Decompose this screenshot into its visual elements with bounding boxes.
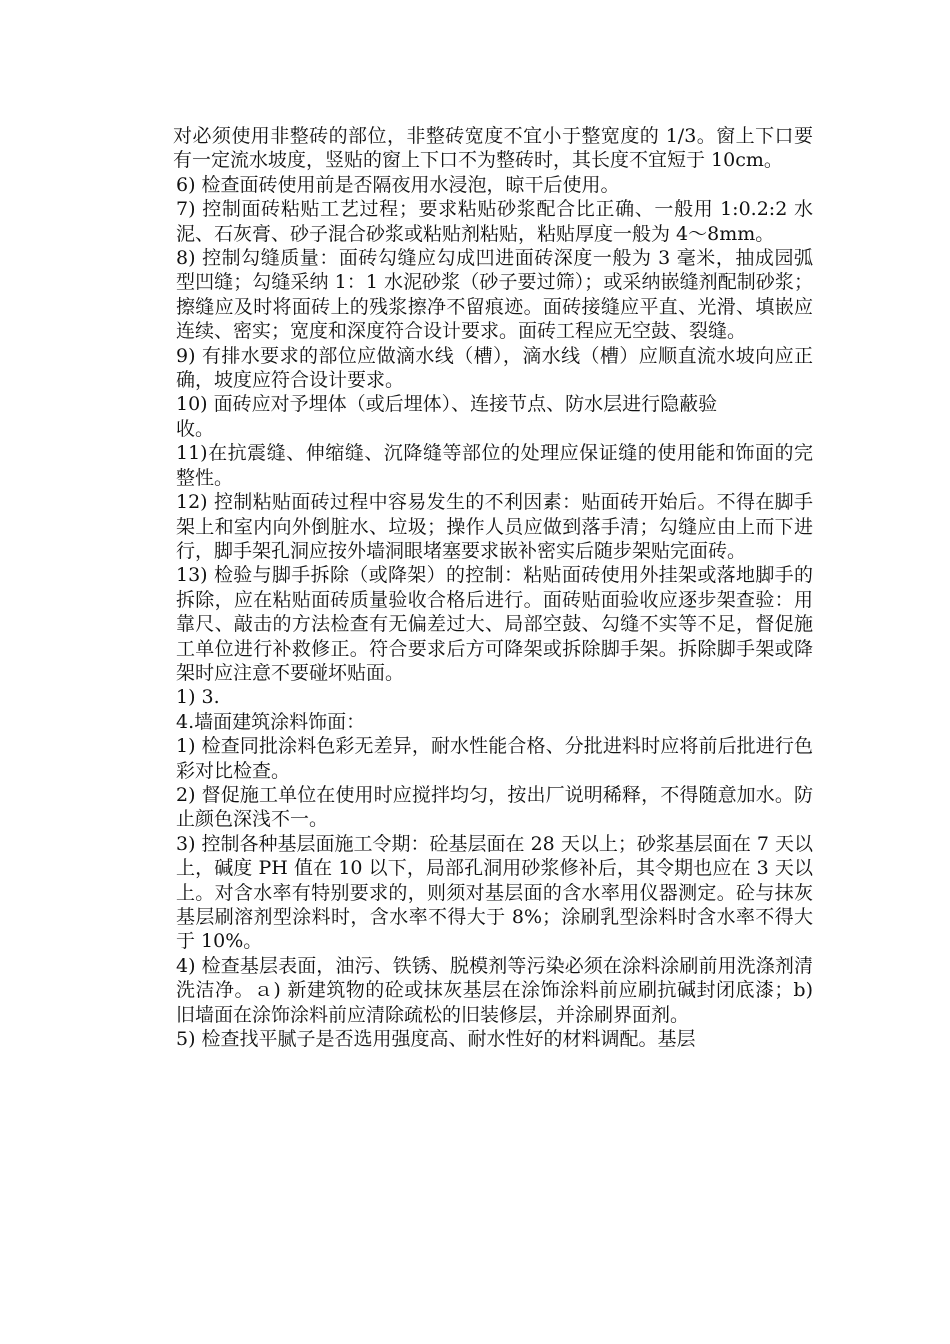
list-item: 2) 督促施工单位在使用时应搅拌均匀，按出厂说明稀释，不得随意加水。防止颜色深浅不一。 [176,783,813,831]
list-item: 13) 检验与脚手拆除（或降架）的控制：粘贴面砖使用外挂架或落地脚手的拆除，应在粘贴面砖质量验收合格后进行。面砖贴面验收应逐步架查验：用靠尺、敲击的方法检查有无偏差过大、局部空鼓、勾缝不实等不足，督促施工单位进行补救修正。符合要求后方可降架或拆除脚手架。拆除脚手架或降架时应注意不要碰坏贴面。 [176,564,813,684]
section-heading: 4.墙面建筑涂料饰面： [176,710,366,733]
list-item: 10) 面砖应对予埋体（或后埋体）、连接节点、防水层进行隐蔽验 [176,393,718,416]
list-item: 9) 有排水要求的部位应做滴水线（槽），滴水线（槽）应顺直流水坡向应正确，坡度应符合设计要求。 [176,344,813,392]
list-item: 11)在抗震缝、伸缩缝、沉降缝等部位的处理应保证缝的使用能和饰面的完整性。 [176,442,813,489]
list-item: 12) 控制粘贴面砖过程中容易发生的不利因素：贴面砖开始后。不得在脚手架上和室内向外倒脏水、垃圾；操作人员应做到落手清；勾缝应由上而下进行，脚手架孔洞应按外墙洞眼堵塞要求嵌补密实后随步架贴完面砖。 [176,491,813,562]
list-item: 6) 检查面砖使用前是否隔夜用水浸泡，晾干后使用。 [176,173,620,196]
list-item-continuation: 收。 [176,417,215,440]
document-page [173,124,813,1051]
list-item: 1) 检查同批涂料色彩无差异，耐水性能合格、分批进料时应将前后批进行色彩对比检查。 [176,735,813,782]
list-item: 4) 检查基层表面，油污、铁锈、脱模剂等污染必须在涂料涂刷前用洗涤剂清洗洁净。ａ) 新建筑物的砼或抹灰基层在涂饰涂料前应刷抗碱封闭底漆；b)旧墙面在涂饰涂料前应清除疏松的旧装修层，并涂刷界面剂。 [176,954,813,1026]
list-item: 8) 控制勾缝质量：面砖勾缝应勾成凹进面砖深度一般为 3 毫米，抽成园弧型凹缝；勾缝采纳 1：1 水泥砂浆（砂子要过筛）；或采纳嵌缝剂配制砂浆；擦缝应及时将面砖上的残浆擦净不留痕迹。面砖接缝应平直、光滑、填嵌应连续、密实；宽度和深度符合设计要求。面砖工程应无空鼓、裂缝。 [176,247,813,343]
paragraph: 对必须使用非整砖的部位，非整砖宽度不宜小于整宽度的 1/3。窗上下口要有一定流水坡度，竖贴的窗上下口不为整砖时，其长度不宜短于 10cm。 [173,125,813,172]
list-item: 1) 3. [176,686,220,709]
list-item: 7) 控制面砖粘贴工艺过程；要求粘贴砂浆配合比正确、一般用 1:0.2:2 水泥、石灰膏、砂子混合砂浆或粘贴剂粘贴，粘贴厚度一般为 4～8mm。 [176,198,813,245]
list-item: 5) 检查找平腻子是否选用强度高、耐水性好的材料调配。基层 [176,1028,696,1051]
list-item: 3) 控制各种基层面施工令期：砼基层面在 28 天以上；砂浆基层面在 7 天以上，碱度 PH 值在 10 以下，局部孔洞用砂浆修补后，其令期也应在 3 天以上。对含水率有特别要求的，则须对基层面的含水率用仪器测定。砼与抹灰基层刷溶剂型涂料时，含水率不得大于 8%；涂刷乳型涂料时含水率不得大于 10%。 [176,832,813,953]
